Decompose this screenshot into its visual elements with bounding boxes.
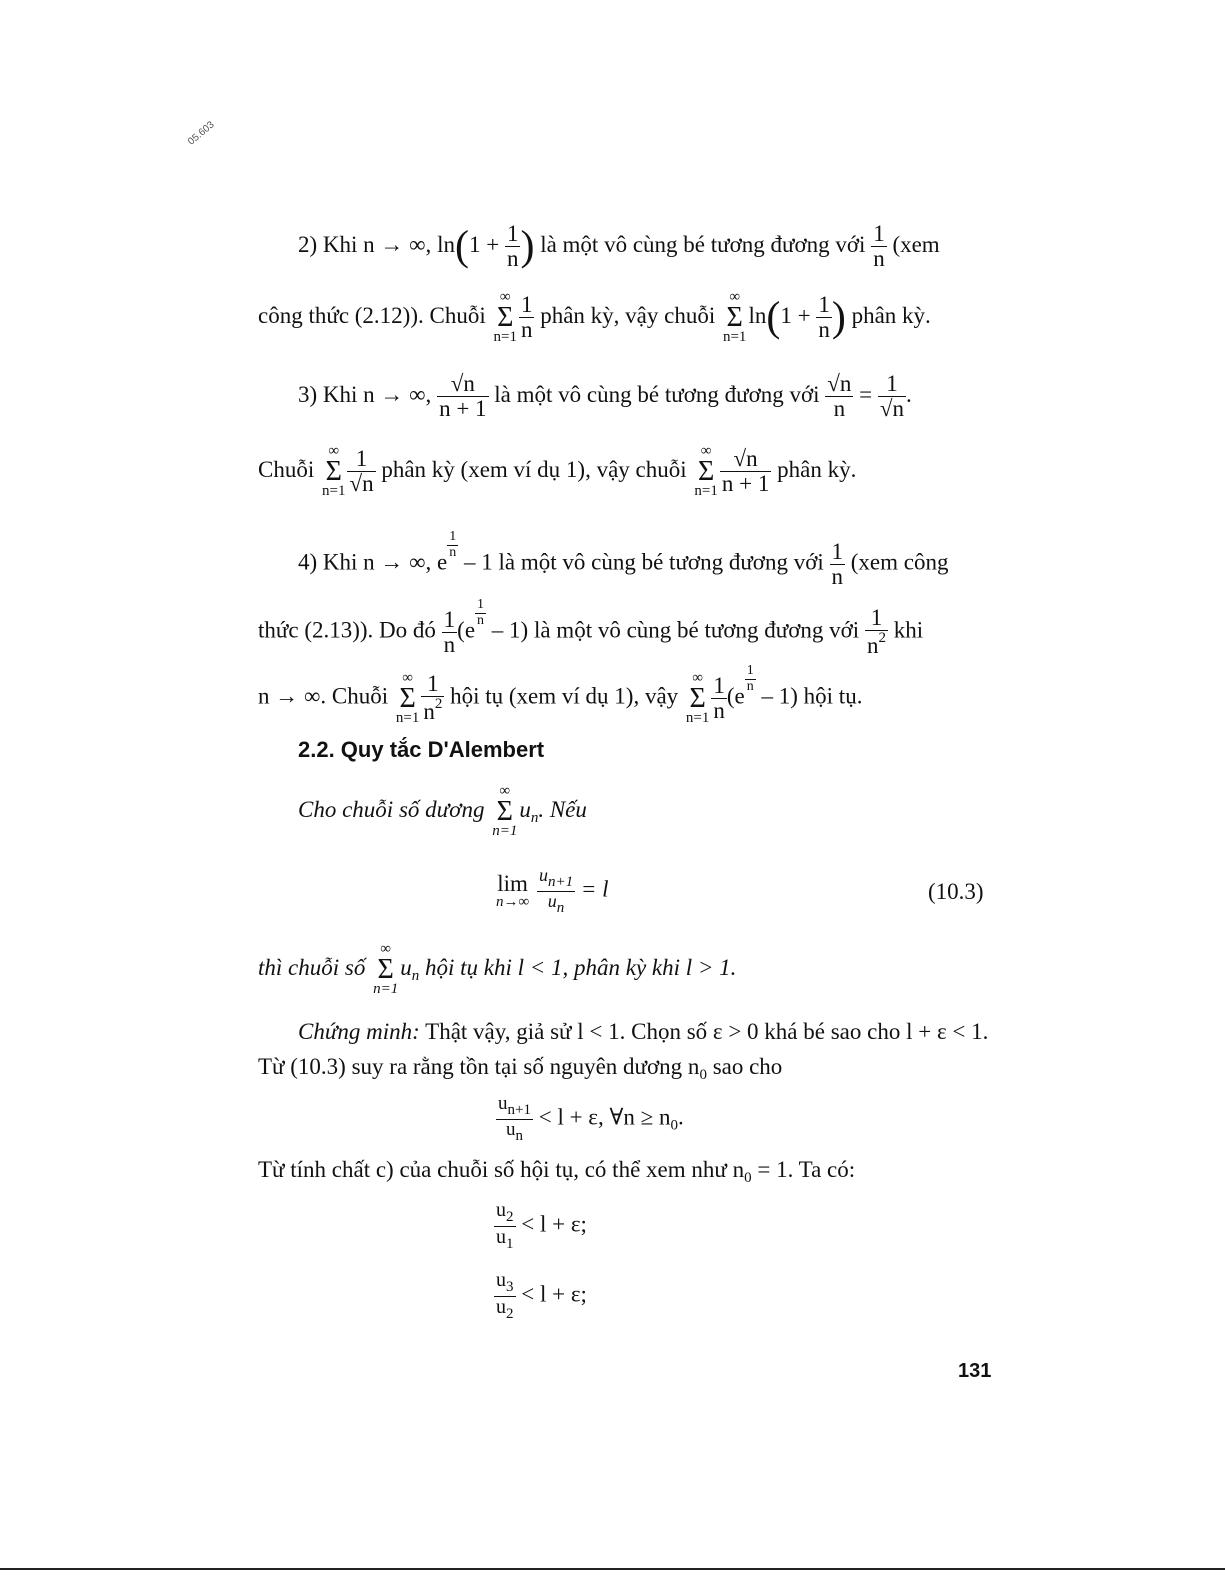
lim-sub: n→∞	[496, 894, 530, 911]
minus-close: – 1)	[491, 617, 529, 643]
u: u	[496, 1295, 506, 1318]
equals-l: = l	[580, 876, 609, 902]
p4-minus1: – 1 là một vô cùng bé tương đương với	[464, 549, 824, 575]
p2-line2-b: phân kỳ, vậy chuỗi	[540, 302, 716, 328]
numerator: √n	[827, 371, 852, 396]
numerator: 1	[506, 221, 519, 246]
numerator	[496, 1094, 533, 1119]
p4-line1	[298, 530, 948, 589]
u: u	[519, 796, 531, 822]
sigma: Σ	[689, 682, 706, 714]
p2-line2	[258, 290, 931, 345]
sum-lower: n=1	[722, 329, 747, 346]
fraction-1-over-sqrtn	[347, 447, 375, 496]
u: u	[496, 1225, 506, 1248]
power: 2	[434, 696, 443, 713]
subscript: 0	[699, 1067, 707, 1083]
p4-tail: (xem công	[850, 549, 949, 575]
equals: =	[859, 381, 873, 407]
p4-line3-a: n → ∞. Chuỗi	[258, 683, 389, 709]
fraction-1-over-n	[505, 222, 521, 271]
numerator: 1	[818, 291, 830, 317]
fraction-sqrtn-over-n-plus-1	[437, 372, 488, 421]
p2-line2-c: phân kỳ.	[851, 302, 931, 328]
sum-lower: n=1	[493, 329, 517, 346]
denominator: n	[873, 246, 885, 272]
proof-text: Từ (10.3) suy ra rằng tồn tại số nguyên dương n	[258, 1054, 700, 1079]
p4-line2-a: thức (2.13)). Do đó	[258, 617, 436, 643]
p2-line2-a: công thức (2.12)). Chuỗi	[258, 302, 486, 328]
sum-upper: ∞	[692, 669, 703, 686]
sigma: Σ	[325, 456, 342, 487]
sigma: Σ	[399, 682, 416, 714]
section-heading: 2.2. Quy tắc D'Alembert	[298, 737, 545, 762]
numerator: 1	[831, 538, 844, 564]
proof-label: Chứng minh:	[298, 1019, 420, 1044]
denominator	[865, 630, 888, 658]
denominator	[494, 1226, 516, 1253]
denominator: n + 1	[439, 396, 487, 422]
proof-line2	[258, 1055, 782, 1083]
numerator: 1	[713, 672, 725, 698]
inequality-text: < l + ε, ∀n ≥ n	[538, 1104, 671, 1130]
sigma: Σ	[377, 954, 394, 985]
denominator	[494, 1296, 516, 1323]
limit-formula	[494, 866, 609, 917]
then-a: thì chuỗi số	[258, 954, 366, 980]
neu: . Nếu	[538, 796, 587, 822]
sum-upper: ∞	[402, 669, 413, 686]
numerator: 1	[886, 371, 898, 396]
denominator: n	[449, 544, 457, 560]
subscript: 0	[744, 1170, 752, 1186]
denominator: √n	[349, 471, 374, 497]
paren-open: (	[454, 223, 469, 270]
numerator: 1	[449, 529, 457, 544]
sum-lower: n=1	[373, 981, 399, 998]
sum-lower: n=1	[395, 710, 420, 726]
numerator: 1	[427, 671, 439, 697]
subscript: n+1	[547, 874, 574, 890]
e-open: (e	[726, 683, 745, 709]
p4-line3-b: hội tụ (xem ví dụ 1), vậy	[450, 683, 679, 709]
page-number: 131	[958, 1360, 992, 1382]
sum-symbol	[322, 444, 345, 499]
ratio-fraction	[496, 1094, 533, 1145]
subscript: n+1	[507, 1102, 531, 1118]
p4-line3	[258, 664, 862, 726]
fraction-1-over-n-squared	[421, 672, 444, 724]
ratio-inequality-2	[494, 1270, 587, 1323]
sigma: Σ	[697, 456, 715, 487]
sum-lower: n=1	[694, 483, 718, 500]
sum-lower: n=1	[685, 710, 710, 726]
subscript: 0	[670, 1117, 678, 1134]
inequality-text: < l + ε;	[521, 1281, 587, 1307]
minus-close: – 1)	[761, 683, 798, 709]
fraction-1-over-n	[711, 674, 727, 723]
power: 2	[878, 630, 886, 647]
numerator: 1	[746, 663, 754, 678]
denominator: n	[825, 396, 853, 421]
u: u	[538, 865, 548, 885]
denominator: n + 1	[721, 471, 770, 497]
proof-inequality	[496, 1094, 684, 1145]
period: .	[677, 1104, 684, 1130]
subscript: 2	[506, 1209, 514, 1225]
u: u	[498, 1093, 508, 1114]
numerator	[537, 866, 575, 891]
denominator	[537, 891, 575, 917]
numerator: √n	[450, 371, 475, 396]
p4-line2	[258, 598, 923, 659]
u: u	[496, 1269, 506, 1291]
sum-lower: n=1	[492, 823, 518, 840]
u: u	[547, 890, 557, 911]
sum-upper: ∞	[499, 783, 511, 799]
sum-upper: ∞	[380, 941, 391, 957]
lim-word: lim	[497, 871, 528, 897]
subscript: n	[411, 967, 420, 984]
subscript: 2	[506, 1305, 514, 1322]
sum-symbol	[694, 444, 717, 499]
inequality-text: < l + ε;	[521, 1211, 587, 1237]
denominator: n	[713, 697, 725, 723]
u: u	[400, 954, 412, 980]
p2-tail: (xem	[892, 231, 940, 257]
fraction-1-over-n	[816, 293, 832, 342]
denominator: n	[818, 317, 830, 343]
subscript: n	[515, 1127, 523, 1144]
fraction-1-over-sqrtn	[878, 372, 906, 421]
numerator: 1	[873, 221, 885, 246]
ratio-inequality-1	[494, 1200, 587, 1253]
theorem-conclusion	[258, 942, 736, 997]
p2-mid: là một vô cùng bé tương đương với	[540, 231, 866, 257]
sum-symbol	[396, 671, 419, 726]
paren-close: )	[831, 294, 846, 341]
library-stamp: 05.603	[186, 119, 217, 148]
p2-line1	[298, 222, 940, 271]
period: .	[906, 381, 912, 407]
n: n	[423, 699, 435, 725]
p3-line2-c: phân kỳ.	[777, 456, 857, 482]
p2-lead: 2) Khi n → ∞,	[298, 231, 432, 257]
fraction-sqrtn-over-n	[825, 372, 853, 421]
numerator	[494, 1270, 516, 1296]
subscript: 3	[506, 1279, 514, 1295]
sum-symbol	[373, 942, 398, 997]
proof-line3	[258, 1158, 855, 1186]
ratio-fraction	[494, 1200, 516, 1253]
sum-symbol	[492, 784, 517, 839]
theorem-intro	[298, 784, 587, 839]
denominator: n	[746, 678, 754, 694]
n: n	[866, 633, 879, 659]
proof-line1	[298, 1020, 988, 1043]
sum-symbol	[686, 671, 709, 726]
lim-block	[496, 872, 529, 910]
denominator: n	[831, 563, 844, 589]
paren-close: )	[520, 223, 535, 270]
equation-number: (10.3)	[928, 879, 984, 904]
u: u	[505, 1118, 516, 1140]
p3-line1	[298, 372, 912, 421]
then-b: hội tụ khi l < 1, phân kỳ khi l > 1.	[424, 954, 737, 980]
p3-line2-b: phân kỳ (xem ví dụ 1), vậy chuỗi	[381, 456, 687, 482]
p4-line2-b: là một vô cùng bé tương đương với	[533, 617, 860, 643]
p3-mid: là một vô cùng bé tương đương với	[494, 381, 820, 407]
fraction-1-over-n	[871, 222, 887, 271]
subscript: n	[556, 899, 565, 916]
p2-ln: ln	[437, 231, 455, 257]
p4-lead: 4) Khi n → ∞, e	[298, 549, 448, 575]
numerator: 1	[870, 605, 883, 631]
sigma: Σ	[726, 302, 743, 333]
exponent-1-over-n	[475, 598, 486, 628]
p4-line3-c: hội tụ.	[803, 683, 863, 709]
denominator: n	[443, 631, 456, 657]
p3-line2-a: Chuỗi	[258, 456, 315, 482]
fraction-1-over-n-squared	[865, 606, 888, 658]
sum-upper: ∞	[729, 289, 741, 305]
fraction-1-over-n	[519, 293, 535, 342]
denominator: n	[506, 246, 519, 272]
numerator: √n	[733, 445, 758, 471]
sum-upper: ∞	[499, 289, 511, 305]
numerator: 1	[355, 445, 368, 471]
exponent-1-over-n	[745, 664, 756, 694]
paren-open: (	[766, 294, 781, 341]
denominator	[496, 1119, 533, 1145]
sum-symbol	[723, 290, 746, 345]
ln: ln	[748, 302, 767, 328]
fraction-1-over-n	[830, 540, 846, 589]
denominator: n	[520, 317, 533, 343]
denominator: √n	[879, 396, 905, 422]
u: u	[496, 1199, 506, 1221]
fraction-sqrtn-over-n-plus-1	[720, 447, 771, 496]
subscript: n	[530, 809, 539, 826]
denominator	[421, 696, 444, 724]
sum-upper: ∞	[328, 443, 340, 459]
khi: khi	[893, 617, 924, 643]
e-open: (e	[457, 617, 476, 643]
numerator	[494, 1200, 516, 1226]
p3-line2	[258, 444, 856, 499]
ratio-fraction	[537, 866, 575, 917]
ratio-fraction	[494, 1270, 516, 1323]
sigma: Σ	[496, 796, 513, 827]
numerator: 1	[520, 291, 533, 317]
intro-text: Cho chuỗi số dương	[298, 796, 485, 822]
sum-upper: ∞	[700, 443, 712, 459]
proof-text: Thật vậy, giả sử l < 1. Chọn số ε > 0 khá bé sao cho l + ε < 1.	[425, 1019, 989, 1044]
p3-lead: 3) Khi n → ∞,	[298, 381, 432, 407]
p2-one-plus: 1 +	[468, 231, 500, 257]
sum-lower: n=1	[321, 483, 346, 500]
denominator: n	[477, 612, 485, 628]
one-plus: 1 +	[780, 302, 811, 328]
scan-edge-line	[0, 1568, 1225, 1570]
numerator: 1	[443, 606, 456, 632]
proof-text-end: sao cho	[712, 1054, 783, 1079]
proof-text: Từ tính chất c) của chuỗi số hội tụ, có thể xem như n	[258, 1157, 745, 1182]
fraction-1-over-n	[442, 608, 458, 657]
subscript: 1	[506, 1235, 514, 1252]
sigma: Σ	[497, 302, 514, 333]
proof-text-end: = 1. Ta có:	[757, 1157, 856, 1182]
sum-symbol	[493, 290, 516, 345]
exponent-1-over-n	[447, 530, 458, 560]
numerator: 1	[477, 597, 485, 612]
